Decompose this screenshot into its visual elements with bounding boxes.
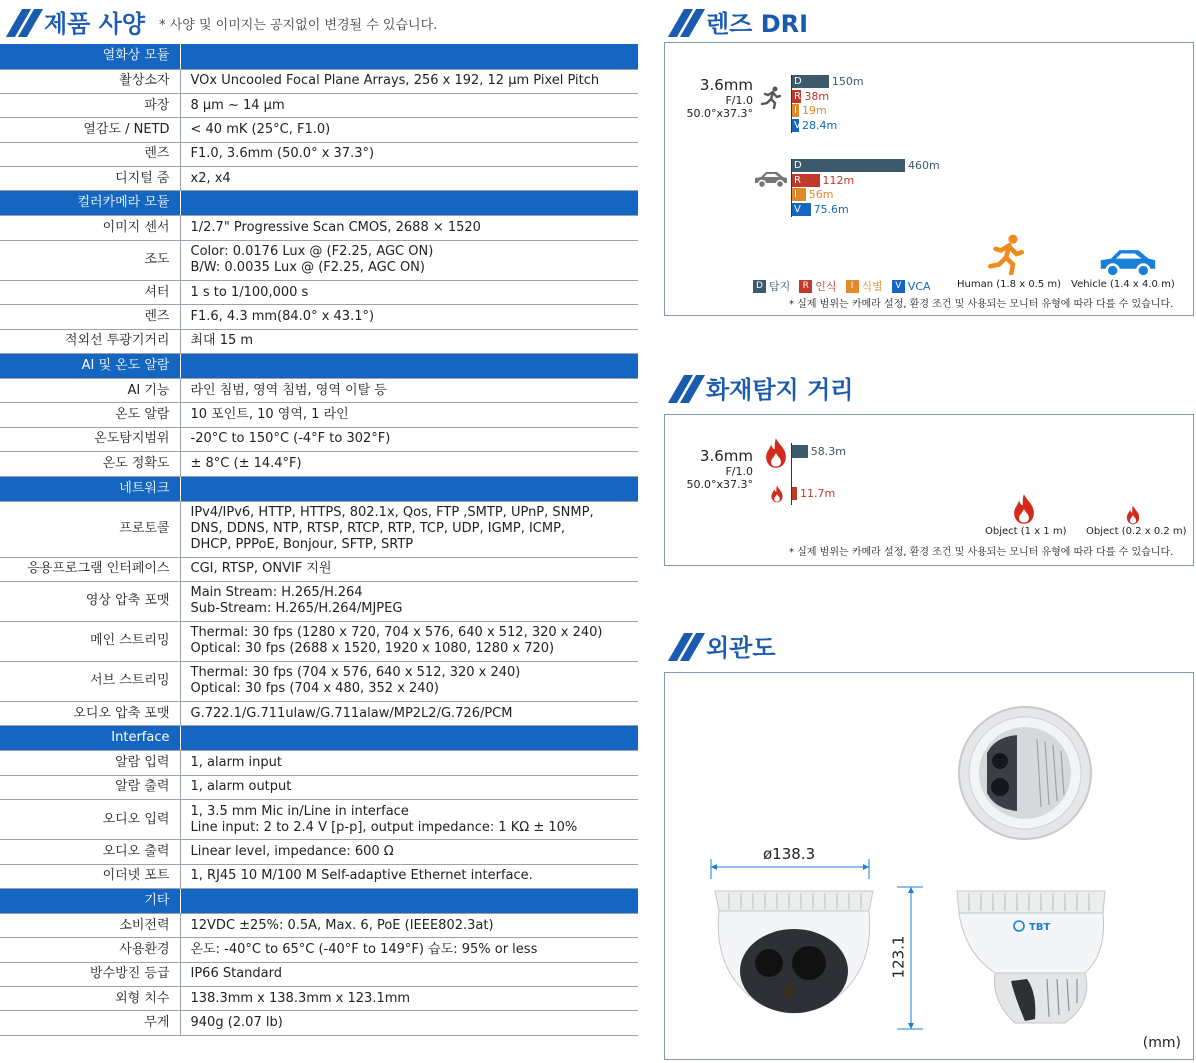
- fire-title: 화재탐지 거리: [706, 376, 854, 404]
- width-dimension-line: [705, 859, 875, 879]
- fire-section-title: [666, 370, 853, 405]
- spec-value-line: ± 8°C (± 14.4°F): [190, 455, 302, 471]
- spec-row: [0, 452, 638, 476]
- fire-object1-caption: Object (1 x 1 m): [985, 526, 1067, 537]
- spec-label: 오디오 압축 포맷: [0, 701, 180, 725]
- spec-value: [180, 280, 638, 304]
- spec-header-row: [0, 476, 638, 501]
- spec-row: [0, 379, 638, 403]
- spec-row: [0, 167, 638, 191]
- dri-chart-box: [664, 42, 1194, 316]
- dims-title: 외관도: [706, 634, 776, 662]
- spec-label: AI 기능: [0, 379, 180, 403]
- spec-value: [180, 726, 638, 751]
- spec-section-title: [4, 4, 437, 39]
- spec-value-line: Optical: 30 fps (2688 x 1520, 1920 x 1080, 1280 x 720): [190, 641, 555, 657]
- slash-icon: [666, 7, 700, 37]
- spec-value-line: VOx Uncooled Focal Plane Arrays, 256 x 192, 12 μm Pixel Pitch: [190, 73, 600, 89]
- spec-label: 프로토콜: [0, 501, 180, 557]
- spec-note: * 사양 및 이미지는 공지없이 변경될 수 있습니다.: [159, 18, 438, 33]
- spec-value-line: G.722.1/G.711ulaw/G.711alaw/MP2L2/G.726/PCM: [190, 705, 513, 721]
- spec-value: [180, 216, 638, 240]
- spec-value-line: 1, alarm output: [190, 779, 292, 795]
- spec-value-line: Color: 0.0176 Lux @ (F2.25, AGC ON): [190, 244, 434, 260]
- spec-row: [0, 403, 638, 427]
- spec-value-line: Optical: 30 fps (704 x 480, 352 x 240): [190, 681, 439, 697]
- spec-value: [180, 864, 638, 888]
- dri-bar-fill: D: [792, 75, 829, 88]
- slash-icon: [4, 7, 38, 37]
- spec-value-line: F1.0, 3.6mm (50.0° x 37.3°): [190, 146, 375, 162]
- spec-label: 서브 스트리밍: [0, 661, 180, 701]
- dri-bar-value: 112m: [822, 173, 855, 187]
- spec-row: [0, 93, 638, 117]
- spec-label: 메인 스트리밍: [0, 621, 180, 661]
- camera-side-view: [955, 883, 1115, 1033]
- spec-value: [180, 962, 638, 986]
- legend-swatch: R: [799, 280, 812, 293]
- spec-label: 사용환경: [0, 938, 180, 962]
- unit-label: (mm): [1142, 1035, 1181, 1051]
- spec-row: [0, 118, 638, 142]
- spec-label: 외형 치수: [0, 987, 180, 1011]
- spec-header-row: [0, 354, 638, 379]
- spec-section-header: 컬러카메라 모듈: [0, 191, 180, 216]
- spec-value: [180, 581, 638, 621]
- spec-value: [180, 167, 638, 191]
- dri-bar-value: 56m: [808, 188, 834, 201]
- fire-lens-spec: 3.6mm F/1.0 50.0°x37.3°: [686, 447, 753, 491]
- fire-chart-box: [664, 414, 1194, 566]
- spec-header-row: [0, 726, 638, 751]
- spec-value-line: -20°C to 150°C (-4°F to 302°F): [190, 431, 391, 447]
- dri-title: 렌즈 DRI: [706, 10, 809, 38]
- human-caption: Human (1.8 x 0.5 m): [957, 279, 1062, 290]
- legend-label: VCA: [907, 279, 931, 293]
- spec-section-header: 기타: [0, 888, 180, 913]
- spec-row: [0, 329, 638, 353]
- spec-row: [0, 751, 638, 775]
- spec-value: [180, 118, 638, 142]
- spec-label: 셔터: [0, 280, 180, 304]
- spec-row: [0, 427, 638, 451]
- spec-value-line: 1 s to 1/100,000 s: [190, 284, 309, 300]
- spec-value: [180, 840, 638, 864]
- spec-value-line: Linear level, impedance: 600 Ω: [190, 843, 394, 859]
- spec-value-line: 8 μm ~ 14 μm: [190, 97, 285, 113]
- spec-row: [0, 775, 638, 799]
- dri-bar-fill: R: [794, 90, 801, 102]
- spec-value-line: B/W: 0.0035 Lux @ (F2.25, AGC ON): [190, 260, 425, 276]
- spec-value: [180, 69, 638, 93]
- spec-value: [180, 93, 638, 117]
- spec-header-row: [0, 44, 638, 69]
- spec-value-line: Thermal: 30 fps (704 x 576, 640 x 512, 320 x 240): [190, 665, 521, 681]
- spec-value: [180, 501, 638, 557]
- car-icon: [753, 169, 789, 189]
- spec-row: [0, 305, 638, 329]
- spec-label: 파장: [0, 93, 180, 117]
- spec-value-line: 온도: -40°C to 65°C (-40°F to 149°F) 습도: 95% or less: [190, 942, 538, 957]
- dri-lens-spec: 3.6mm F/1.0 50.0°x37.3°: [686, 76, 753, 120]
- spec-label: 온도탐지범위: [0, 427, 180, 451]
- spec-row: [0, 661, 638, 701]
- spec-label: 디지털 줌: [0, 167, 180, 191]
- slash-icon: [666, 631, 700, 661]
- spec-label: 렌즈: [0, 305, 180, 329]
- spec-value-line: 1/2.7" Progressive Scan CMOS, 2688 × 1520: [190, 220, 481, 236]
- running-person-icon: [759, 85, 783, 109]
- spec-value: [180, 987, 638, 1011]
- fire-bar-value: 11.7m: [800, 487, 836, 500]
- spec-row: [0, 142, 638, 166]
- dri-bar-fill: V: [792, 203, 811, 216]
- spec-label: 촬상소자: [0, 69, 180, 93]
- spec-label: 온도 알람: [0, 403, 180, 427]
- spec-row: [0, 216, 638, 240]
- human-icon: [985, 233, 1027, 275]
- height-dimension-label: 123.1: [889, 935, 908, 979]
- spec-value-line: IP66 Standard: [190, 966, 282, 982]
- spec-value-line: 1, RJ45 10 M/100 M Self-adaptive Ethernet interface.: [190, 868, 533, 884]
- spec-value-line: 1, 3.5 mm Mic in/Line in interface: [190, 803, 409, 819]
- spec-value-line: DNS, DDNS, NTP, RTSP, RTCP, RTP, TCP, UDP, IGMP, ICMP,: [190, 521, 566, 537]
- spec-value-line: Main Stream: H.265/H.264: [190, 585, 363, 601]
- spec-label: 온도 정확도: [0, 452, 180, 476]
- dims-section-title: [666, 628, 776, 663]
- dri-bar-fill: V: [794, 119, 801, 131]
- spec-value-line: 940g (2.07 lb): [190, 1015, 283, 1031]
- dims-box: [664, 672, 1194, 1060]
- spec-label: 알람 입력: [0, 751, 180, 775]
- spec-value-line: IPv4/IPv6, HTTP, HTTPS, 802.1x, Qos, FTP ,SMTP, UPnP, SNMP,: [190, 505, 594, 521]
- width-dimension-label: ø138.3: [763, 845, 816, 863]
- legend-swatch: D: [753, 280, 766, 293]
- spec-value: [180, 240, 638, 280]
- spec-value-line: x2, x4: [190, 170, 231, 186]
- spec-row: [0, 701, 638, 725]
- legend-label: 식별: [861, 280, 883, 293]
- spec-value-line: 라인 침범, 영역 침범, 영역 이탈 등: [190, 382, 387, 398]
- spec-value-line: 12VDC ±25%: 0.5A, Max. 6, PoE (IEEE802.3at): [190, 917, 494, 933]
- spec-value: [180, 888, 638, 913]
- spec-table: [0, 44, 638, 1036]
- dri-bar-fill: I: [792, 104, 799, 117]
- fire-icon: [763, 437, 789, 469]
- spec-row: [0, 621, 638, 661]
- spec-value: [180, 329, 638, 353]
- brand-logo: TBT: [1029, 922, 1051, 933]
- spec-value: [180, 142, 638, 166]
- spec-row: [0, 581, 638, 621]
- spec-value-line: F1.6, 4.3 mm(84.0° x 43.1°): [190, 308, 375, 324]
- spec-value: [180, 661, 638, 701]
- spec-title: 제품 사양: [44, 10, 146, 38]
- spec-value-line: 138.3mm x 138.3mm x 123.1mm: [190, 990, 411, 1006]
- spec-row: [0, 962, 638, 986]
- spec-value-line: Thermal: 30 fps (1280 x 720, 704 x 576, 640 x 512, 320 x 240): [190, 625, 603, 641]
- fire-bar-fill: [792, 445, 808, 458]
- spec-label: 조도: [0, 240, 180, 280]
- spec-value: [180, 452, 638, 476]
- spec-label: 오디오 출력: [0, 840, 180, 864]
- spec-row: [0, 69, 638, 93]
- vehicle-caption: Vehicle (1.4 x 4.0 m): [1071, 279, 1175, 290]
- spec-label: 이더넷 포트: [0, 864, 180, 888]
- spec-value: [180, 1011, 638, 1035]
- spec-value: [180, 938, 638, 962]
- dri-bar-value: 28.4m: [802, 118, 838, 132]
- spec-label: 렌즈: [0, 142, 180, 166]
- spec-value-line: 1, alarm input: [190, 755, 282, 771]
- dri-section-title: [666, 4, 808, 39]
- spec-value: [180, 775, 638, 799]
- spec-row: [0, 840, 638, 864]
- spec-value-line: 10 포인트, 10 영역, 1 라인: [190, 407, 349, 423]
- spec-section-header: Interface: [0, 726, 180, 751]
- spec-value: [180, 476, 638, 501]
- spec-label: 방수방진 등급: [0, 962, 180, 986]
- spec-value: [180, 403, 638, 427]
- spec-row: [0, 800, 638, 840]
- fire-small-icon: [770, 485, 784, 503]
- spec-value-line: < 40 mK (25°C, F1.0): [190, 121, 331, 137]
- spec-label: 영상 압축 포맷: [0, 581, 180, 621]
- fire-object-small-icon: [1125, 505, 1141, 525]
- camera-front-view: [709, 883, 879, 1033]
- dri-bar-value: 19m: [802, 104, 827, 117]
- spec-value: [180, 379, 638, 403]
- dri-footnote: * 실제 범위는 카메라 설정, 환경 조건 및 사용되는 모니터 유형에 따라 다를 수 있습니다.: [789, 299, 1174, 310]
- spec-value: [180, 621, 638, 661]
- dri-bar-fill: R: [792, 174, 820, 187]
- slash-icon: [666, 373, 700, 403]
- fire-object2-caption: Object (0.2 x 0.2 m): [1086, 526, 1187, 537]
- spec-label: 응용프로그램 인터페이스: [0, 557, 180, 581]
- spec-value-line: CGI, RTSP, ONVIF 지원: [190, 561, 332, 577]
- camera-top-view: [955, 703, 1095, 843]
- dri-bar-value: 75.6m: [813, 202, 849, 216]
- spec-row: [0, 987, 638, 1011]
- dri-bar-value: 150m: [831, 75, 864, 88]
- spec-value: [180, 427, 638, 451]
- spec-label: 열감도 / NETD: [0, 118, 180, 142]
- spec-value-line: Line input: 2 to 2.4 V [p-p], output impedance: 1 KΩ ± 10%: [190, 819, 578, 835]
- dri-bar-fill: I: [792, 188, 806, 201]
- spec-label: 오디오 입력: [0, 800, 180, 840]
- spec-value: [180, 191, 638, 216]
- spec-label: 무게: [0, 1011, 180, 1035]
- legend-swatch: I: [846, 280, 859, 293]
- spec-value: [180, 557, 638, 581]
- spec-header-row: [0, 888, 638, 913]
- spec-header-row: [0, 191, 638, 216]
- spec-section-header: 네트워크: [0, 476, 180, 501]
- dri-legend: [753, 278, 940, 294]
- vehicle-icon: [1095, 245, 1161, 279]
- spec-row: [0, 280, 638, 304]
- fire-bar-fill: [792, 487, 797, 500]
- fire-bar-value: 58.3m: [810, 445, 846, 458]
- legend-swatch: V: [892, 280, 905, 293]
- spec-value: [180, 751, 638, 775]
- spec-row: [0, 240, 638, 280]
- spec-value: [180, 701, 638, 725]
- spec-row: [0, 864, 638, 888]
- spec-value: [180, 800, 638, 840]
- dri-bar-fill: D: [792, 159, 905, 172]
- spec-row: [0, 1011, 638, 1035]
- legend-label: 탐지: [769, 280, 791, 293]
- spec-value: [180, 305, 638, 329]
- spec-value: [180, 44, 638, 69]
- spec-label: 소비전력: [0, 913, 180, 937]
- spec-row: [0, 557, 638, 581]
- spec-value-line: DHCP, PPPoE, Bonjour, SFTP, SRTP: [190, 537, 414, 553]
- spec-value: [180, 354, 638, 379]
- spec-value-line: Sub-Stream: H.265/H.264/MJPEG: [190, 601, 403, 617]
- spec-label: 이미지 센서: [0, 216, 180, 240]
- spec-row: [0, 938, 638, 962]
- spec-section-header: AI 및 온도 알람: [0, 354, 180, 379]
- spec-section-header: 열화상 모듈: [0, 44, 180, 69]
- spec-value-line: 최대 15 m: [190, 333, 254, 349]
- fire-footnote: * 실제 범위는 카메라 설정, 환경 조건 및 사용되는 모니터 유형에 따라 다를 수 있습니다.: [789, 547, 1174, 558]
- spec-label: 알람 출력: [0, 775, 180, 799]
- dri-bar-value: 460m: [908, 159, 940, 172]
- dri-bar-value: 38m: [804, 89, 830, 103]
- fire-object-large-icon: [1011, 493, 1037, 525]
- legend-label: 인식: [815, 280, 837, 293]
- spec-row: [0, 501, 638, 557]
- spec-value: [180, 913, 638, 937]
- spec-label: 적외선 투광기거리: [0, 329, 180, 353]
- spec-row: [0, 913, 638, 937]
